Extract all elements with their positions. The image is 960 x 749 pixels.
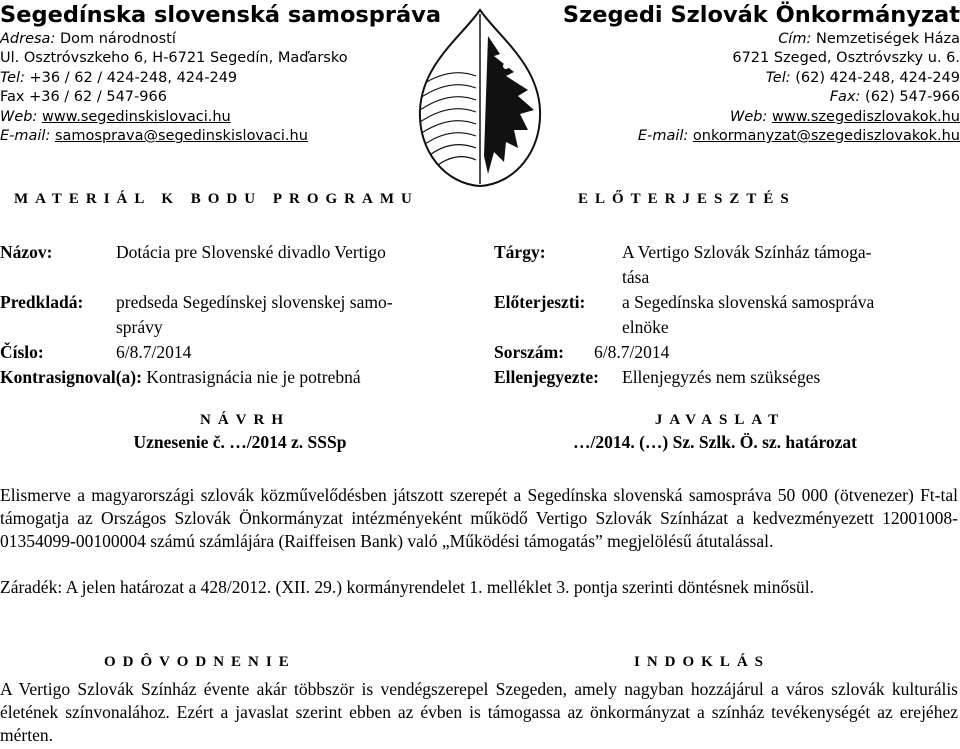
email-link[interactable]: onkormanyzat@szegediszlovakok.hu <box>692 128 960 145</box>
hatarozat-number: …/2014. (…) Sz. Szlk. Ö. sz. határozat <box>572 432 858 452</box>
reasoning-text: A Vertigo Szlovák Színház évente akár többször is vendégszerepel Szegeden, amely nagyban hozzájárul a város szlovák kulturális életének színvonalához. Ezért a javaslat szerint ebben az évben is támogassa az önkormányzat a színház tevékenységét az erejéhez mérten. <box>0 679 958 745</box>
org-title-hu: Szegedi Szlovák Önkormányzat <box>562 2 960 28</box>
tel-line: Tel: +36 / 62 / 424-248, 424-249 <box>0 69 238 86</box>
coat-of-arms-icon <box>410 6 550 192</box>
header-right <box>490 0 960 146</box>
meta-left <box>0 240 480 390</box>
clause-text: Záradék: A jelen határozat a 428/2012. (XII. 29.) kormányrendelet 1. melléklet 3. pontja szerinti döntésnek minősül. <box>0 577 814 597</box>
javaslat-block <box>480 410 950 454</box>
eloterjesztes-heading: ELŐTERJESZTÉS <box>578 191 796 207</box>
header-left <box>0 0 470 146</box>
odovodnenie-heading: ODÔVODNENIE <box>104 654 296 670</box>
indoklas-heading: INDOKLÁS <box>634 654 771 670</box>
meta-right <box>494 240 960 390</box>
org-title-sk: Segedínska slovenská samospráva <box>0 2 442 28</box>
email-line: E-mail: onkormanyzat@szegediszlovakok.hu <box>637 128 960 145</box>
presenter-row: Predkladá: predseda Segedínskej slovenskej samo- <box>0 292 393 312</box>
email-line: E-mail: samosprava@segedinskislovaci.hu <box>0 128 308 145</box>
address-line: Adresa: Dom národností <box>0 31 176 47</box>
counter-row: Ellenjegyezte: Ellenjegyzés nem szükséges <box>494 367 821 387</box>
navrh-block <box>0 410 480 454</box>
web-link[interactable]: www.segedinskislovaci.hu <box>41 108 231 125</box>
subject-row: Tárgy: A Vertigo Szlovák Színház támoga- <box>494 242 872 262</box>
presenter-row-cont: správy <box>116 317 163 337</box>
javaslat-heading: JAVASLAT <box>654 412 786 428</box>
counter-row: Kontrasignoval(a): Kontrasignácia nie je potrebná <box>0 367 361 387</box>
uznesenie-number: Uznesenie č. …/2014 z. SSSp <box>133 432 347 452</box>
name-row: Názov: Dotácia pre Slovenské divadlo Vertigo <box>0 242 386 262</box>
subject-row-cont: tása <box>622 267 650 287</box>
web-link[interactable]: www.szegediszlovakok.hu <box>772 108 960 125</box>
resolution-text: Elismerve a magyarországi szlovák közművelődésben játszott szerepét a Segedínska slovenská samospráva 50 000 (ötvenezer) Ft-tal támogatja az Országos Szlovák Önkormányzat intézményeként működő Vertigo Szlovák Színházat a kedvezményezett 12001008-01354099-00100004 számú számlájára (Raiffeisen Bank) való „Működési támogatás” megjelölésű átutalással. <box>0 485 958 551</box>
street-line: Ul. Osztróvszkeho 6, H-6721 Segedín, Maďarsko <box>0 50 348 67</box>
number-row: Číslo: 6/8.7/2014 <box>0 342 192 362</box>
presenter-row: Előterjeszti: a Segedínska slovenská samospráva <box>494 292 875 312</box>
number-row: Sorszám: 6/8.7/2014 <box>494 342 670 362</box>
presenter-row-cont: elnöke <box>622 317 669 337</box>
material-heading: MATERIÁL K BODU PROGRAMU <box>14 191 419 207</box>
navrh-heading: NÁVRH <box>200 412 290 428</box>
fax-line: Fax +36 / 62 / 547-966 <box>0 89 167 106</box>
web-line: Web: www.szegediszlovakok.hu <box>730 108 960 125</box>
tel-line: Tel: (62) 424-248, 424-249 <box>765 69 960 86</box>
email-link[interactable]: samosprava@segedinskislovaci.hu <box>54 128 308 145</box>
web-line: Web: www.segedinskislovaci.hu <box>0 108 231 125</box>
address-line: Cím: Nemzetiségek Háza <box>778 31 960 47</box>
fax-line: Fax: (62) 547-966 <box>829 89 960 106</box>
street-line: 6721 Szeged, Osztróvszky u. 6. <box>732 50 960 67</box>
